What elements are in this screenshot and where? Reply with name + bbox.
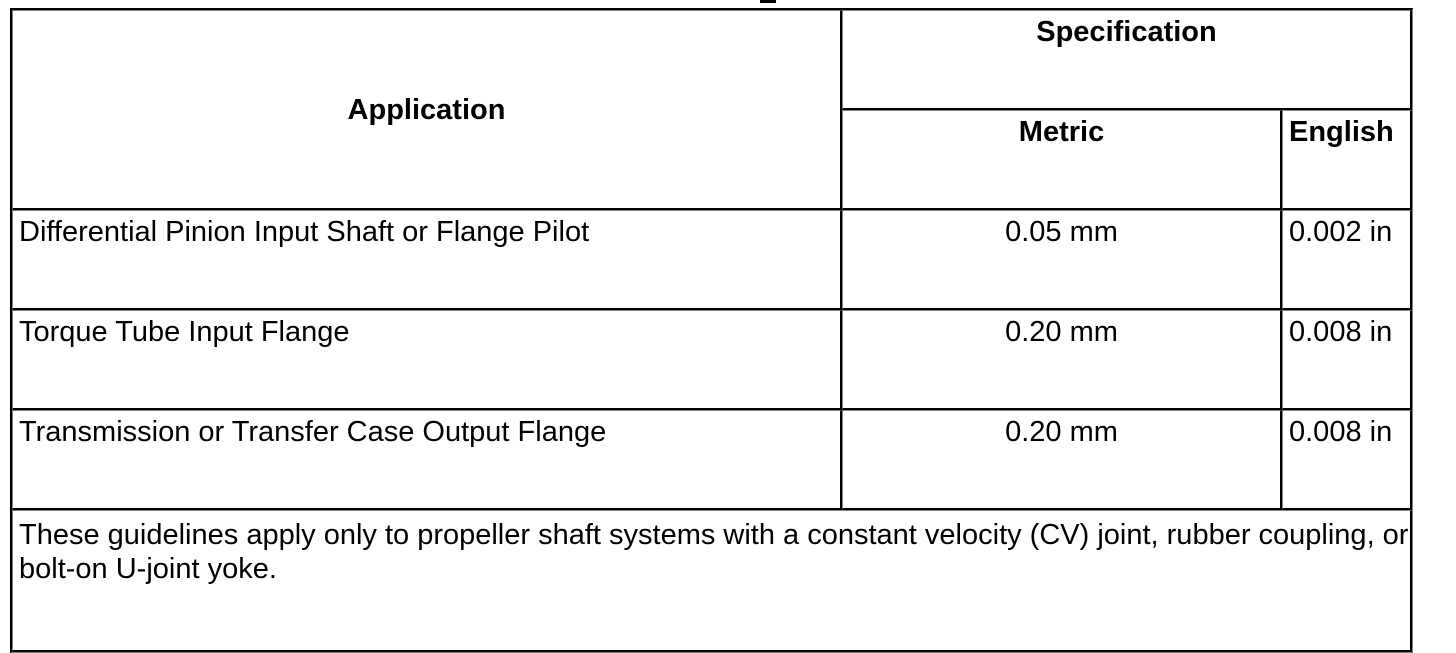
header-specification: Specification bbox=[842, 10, 1412, 110]
english-cell: 0.008 in bbox=[1282, 410, 1412, 510]
english-cell: 0.002 in bbox=[1282, 210, 1412, 310]
metric-cell: 0.05 mm bbox=[842, 210, 1282, 310]
header-row-top bbox=[12, 10, 1412, 110]
header-english: English bbox=[1282, 110, 1412, 210]
metric-cell: 0.20 mm bbox=[842, 310, 1282, 410]
note-row bbox=[12, 510, 1412, 652]
top-divider-mark bbox=[760, 0, 776, 3]
application-cell: Transmission or Transfer Case Output Flange bbox=[12, 410, 842, 510]
table-row bbox=[12, 210, 1412, 310]
english-cell: 0.008 in bbox=[1282, 310, 1412, 410]
application-cell: Torque Tube Input Flange bbox=[12, 310, 842, 410]
table-row bbox=[12, 310, 1412, 410]
metric-cell: 0.20 mm bbox=[842, 410, 1282, 510]
table-row bbox=[12, 410, 1412, 510]
header-metric: Metric bbox=[842, 110, 1282, 210]
application-cell: Differential Pinion Input Shaft or Flange Pilot bbox=[12, 210, 842, 310]
specification-table bbox=[10, 8, 1413, 653]
header-application: Application bbox=[12, 10, 842, 210]
guideline-note: These guidelines apply only to propeller shaft systems with a constant velocity (CV) joint, rubber coupling, or bolt-on U-joint yoke. bbox=[12, 510, 1412, 652]
